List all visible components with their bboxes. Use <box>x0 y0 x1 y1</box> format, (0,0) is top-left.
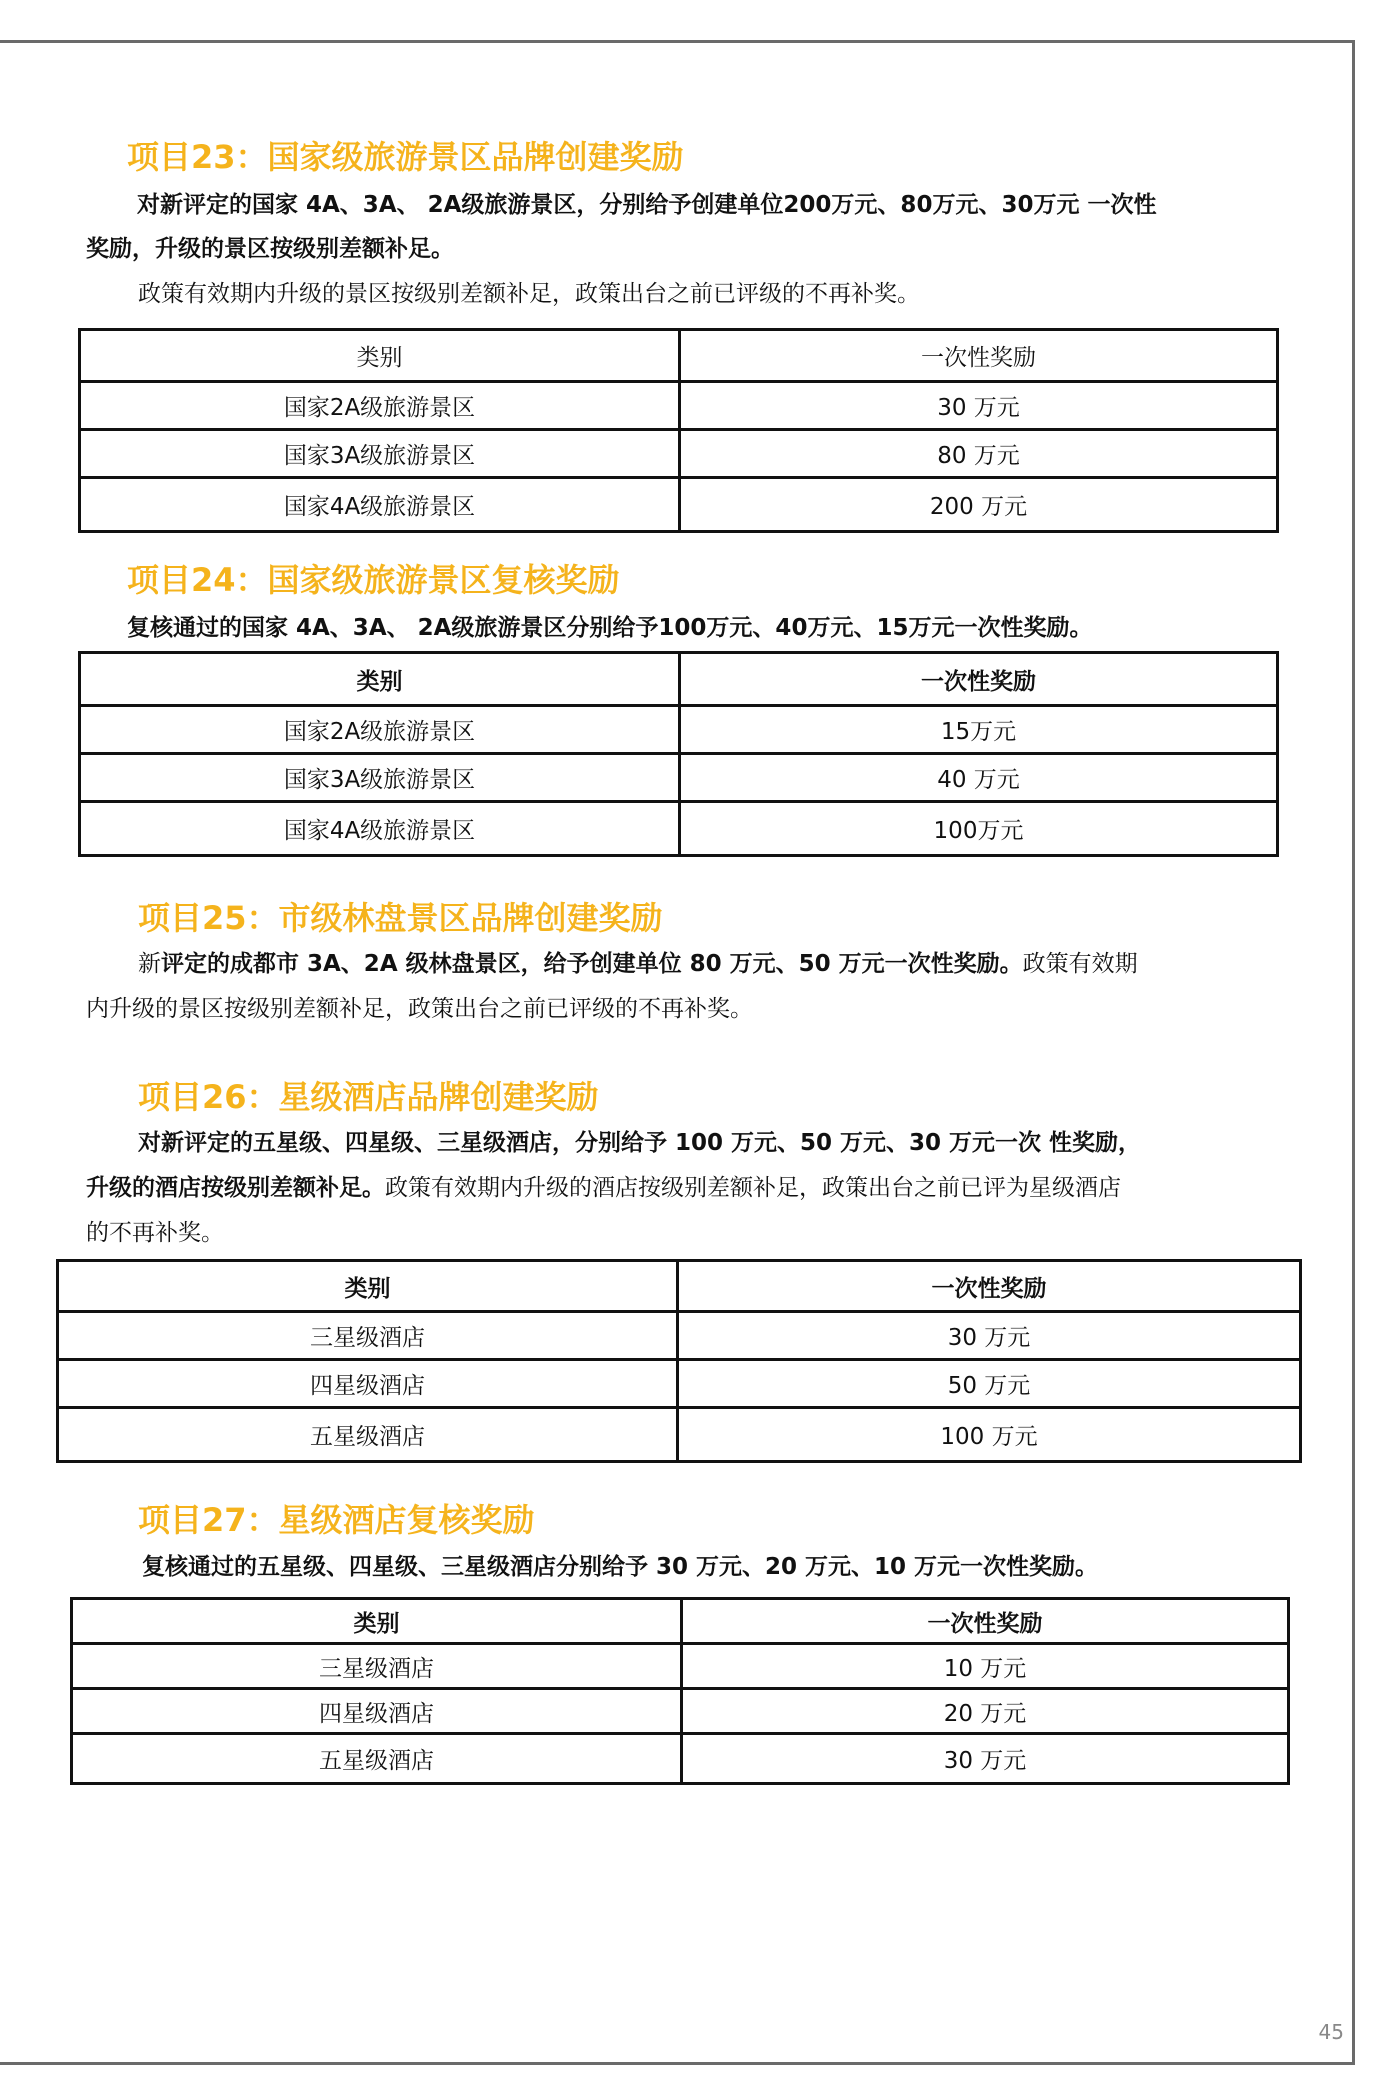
section-26-para2-normal: 政策有效期内升级的酒店按级别差额补足，政策出台之前已评为星级酒店 <box>385 1175 1121 1201</box>
section-25-para2: 内升级的景区按级别差额补足，政策出台之前已评级的不再补奖。 <box>86 996 753 1022</box>
section-23-title: 项目23：国家级旅游景区品牌创建奖励 <box>127 138 684 176</box>
table-row <box>72 1644 1289 1689</box>
cell-category: 国家3A级旅游景区 <box>80 430 680 478</box>
cell-category: 国家2A级旅游景区 <box>80 706 680 754</box>
cell-category: 国家2A级旅游景区 <box>80 382 680 430</box>
table-row <box>80 430 1278 478</box>
header-reward: 一次性奖励 <box>682 1599 1289 1644</box>
cell-category: 四星级酒店 <box>72 1689 682 1734</box>
cell-category: 四星级酒店 <box>58 1360 678 1408</box>
table-row <box>80 478 1278 532</box>
cell-category: 五星级酒店 <box>58 1408 678 1462</box>
cell-category: 五星级酒店 <box>72 1734 682 1784</box>
cell-reward: 15万元 <box>680 706 1278 754</box>
table-header-row <box>58 1261 1301 1312</box>
table-row <box>80 382 1278 430</box>
table-header-row <box>80 653 1278 706</box>
table-row <box>80 802 1278 856</box>
table-row <box>80 706 1278 754</box>
cell-reward: 80 万元 <box>680 430 1278 478</box>
table-row <box>72 1689 1289 1734</box>
section-26-title: 项目26：星级酒店品牌创建奖励 <box>138 1078 599 1116</box>
cell-reward: 30 万元 <box>682 1734 1289 1784</box>
section-26-para3: 的不再补奖。 <box>86 1220 224 1246</box>
section-26-para2-bold: 升级的酒店按级别差额补足。 <box>86 1175 385 1201</box>
cell-category: 三星级酒店 <box>72 1644 682 1689</box>
section-26-table <box>56 1259 1302 1463</box>
section-23-para1-cont: 奖励，升级的景区按级别差额补足。 <box>86 236 454 262</box>
header-category: 类别 <box>72 1599 682 1644</box>
cell-reward: 20 万元 <box>682 1689 1289 1734</box>
cell-reward: 200 万元 <box>680 478 1278 532</box>
header-category: 类别 <box>58 1261 678 1312</box>
cell-category: 三星级酒店 <box>58 1312 678 1360</box>
table-header-row <box>80 330 1278 382</box>
section-23-table <box>78 328 1279 533</box>
header-category: 类别 <box>80 330 680 382</box>
header-category: 类别 <box>80 653 680 706</box>
cell-category: 国家4A级旅游景区 <box>80 478 680 532</box>
cell-reward: 50 万元 <box>678 1360 1301 1408</box>
section-25-para1 <box>138 942 1138 987</box>
section-25-para-normal: 政策有效期 <box>1022 951 1138 977</box>
header-reward: 一次性奖励 <box>678 1261 1301 1312</box>
cell-reward: 30 万元 <box>680 382 1278 430</box>
section-23-para2: 政策有效期内升级的景区按级别差额补足，政策出台之前已评级的不再补奖。 <box>138 281 920 307</box>
section-24-table <box>78 651 1279 857</box>
header-reward: 一次性奖励 <box>680 330 1278 382</box>
table-row <box>58 1360 1301 1408</box>
section-26-para2 <box>86 1166 1121 1211</box>
section-27-title: 项目27：星级酒店复核奖励 <box>138 1501 535 1539</box>
header-reward: 一次性奖励 <box>680 653 1278 706</box>
cell-reward: 100万元 <box>680 802 1278 856</box>
page-number: 45 <box>1318 2020 1344 2044</box>
table-row <box>80 754 1278 802</box>
cell-category: 国家3A级旅游景区 <box>80 754 680 802</box>
section-25-para-start: 新 <box>138 951 161 977</box>
section-24-para1: 复核通过的国家 4A、3A、 2A级旅游景区分别给予100万元、40万元、15万元一次性奖励。 <box>127 615 1093 641</box>
section-27-table <box>70 1597 1290 1785</box>
cell-reward: 30 万元 <box>678 1312 1301 1360</box>
section-23-para1: 对新评定的国家 4A、3A、 2A级旅游景区，分别给予创建单位200万元、80万元、30万元 一次性 <box>137 192 1157 218</box>
table-row <box>58 1408 1301 1462</box>
section-25-title: 项目25：市级林盘景区品牌创建奖励 <box>138 899 663 937</box>
table-row <box>72 1734 1289 1784</box>
table-row <box>58 1312 1301 1360</box>
section-27-para1: 复核通过的五星级、四星级、三星级酒店分别给予 30 万元、20 万元、10 万元一次性奖励。 <box>142 1554 1099 1580</box>
cell-reward: 10 万元 <box>682 1644 1289 1689</box>
table-header-row <box>72 1599 1289 1644</box>
section-26-para1: 对新评定的五星级、四星级、三星级酒店，分别给予 100 万元、50 万元、30 万元一次 性奖励， <box>138 1130 1142 1156</box>
cell-category: 国家4A级旅游景区 <box>80 802 680 856</box>
cell-reward: 40 万元 <box>680 754 1278 802</box>
section-24-title: 项目24：国家级旅游景区复核奖励 <box>127 561 620 599</box>
section-25-para-bold: 评定的成都市 3A、2A 级林盘景区，给予创建单位 80 万元、50 万元一次性奖励。 <box>161 951 1023 977</box>
cell-reward: 100 万元 <box>678 1408 1301 1462</box>
